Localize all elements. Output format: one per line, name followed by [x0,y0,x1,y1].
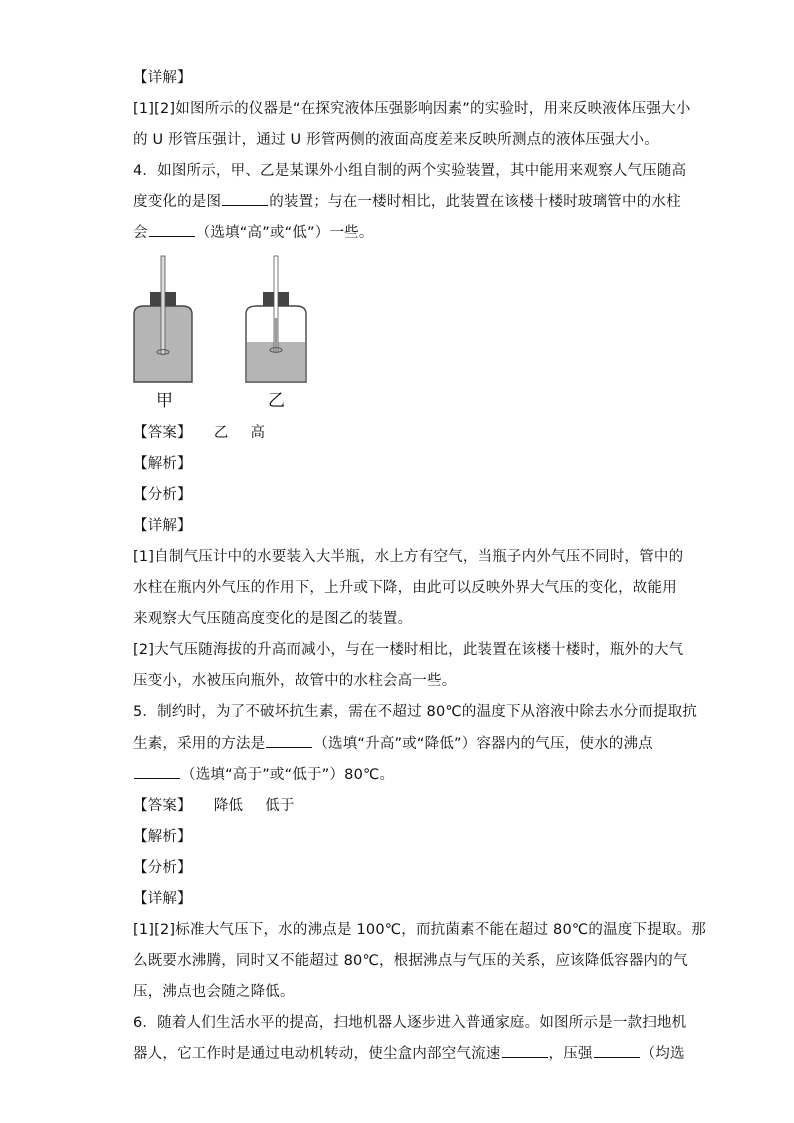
text: （选填“高”或“低”）一些。 [195,225,374,241]
question-4-line-3 [133,221,374,242]
paragraph-line: 的 U 形管压强计，通过 U 形管两侧的液面高度差来反映所测点的液体压强大小。 [133,132,659,148]
text: （均选 [640,1046,685,1062]
section-heading-detail: 【详解】 [133,518,192,534]
paragraph-line: [1][2]标准大气压下，水的沸点是 100℃，而抗菌素不能在超过 80℃的温度下提取。那 [133,922,706,938]
figure-label-yi: 乙 [268,391,285,411]
section-heading-fenxi: 【分析】 [133,487,192,503]
text: 生素，采用的方法是 [133,736,266,752]
answer-label: 【答案】 [133,798,192,814]
section-heading-detail: 【详解】 [133,891,192,907]
section-heading-fenxi: 【分析】 [133,860,192,876]
answer-blank [222,193,268,206]
answer-blank [134,766,180,779]
paragraph-line: [1][2]如图所示的仪器是“在探究液体压强影响因素”的实验时，用来反映液体压强大小 [133,101,691,117]
answer-label: 【答案】 [133,425,192,441]
question-5-line-1: 5．制约时，为了不破坏抗生素，需在不超过 80℃的温度下从溶液中除去水分而提取抗 [133,704,698,720]
paragraph-line: 水柱在瓶内外气压的作用下，上升或下降，由此可以反映外界大气压的变化，故能用 [133,580,677,596]
question-5-line-2 [133,732,653,753]
text: 器人，它工作时是通过电动机转动，使尘盒内部空气流速 [133,1046,501,1062]
paragraph-line: 么既要水沸腾，同时又不能超过 80℃，根据沸点与气压的关系，应该降低容器内的气 [133,953,688,969]
answer-line [133,794,295,815]
question-6-line-1: 6．随着人们生活水平的提高，扫地机器人逐步进入普通家庭。如图所示是一款扫地机 [133,1015,687,1031]
section-heading-detail: 【详解】 [133,70,192,86]
figure-label-jia: 甲 [156,391,173,411]
answer-blank [266,735,312,748]
question-5-line-3 [133,763,394,784]
paragraph-line: [2]大气压随海拔的升高而减小，与在一楼时相比，此装置在该楼十楼时，瓶外的大气 [133,642,684,658]
question-6-line-2 [133,1042,685,1063]
answer-line [133,421,265,442]
bottle-jia [134,256,192,382]
answer-value: 乙 [213,425,229,441]
section-heading-analysis: 【解析】 [133,829,192,845]
paragraph-line: 压变小，水被压向瓶外，故管中的水柱会高一些。 [133,673,457,689]
paragraph-line: [1]自制气压计中的水要装入大半瓶，水上方有空气，当瓶子内外气压不同时，管中的 [133,549,684,565]
text: （选填“高于”或“低于”）80℃。 [181,767,395,783]
answer-blank [149,224,195,237]
text: 度变化的是图 [133,194,222,210]
question-4-line-2 [133,190,681,211]
text: 会 [133,225,148,241]
answer-blank [594,1045,640,1058]
bottle-yi [246,256,306,382]
text: 的装置；与在一楼时相比，此装置在该楼十楼时玻璃管中的水柱 [269,194,681,210]
section-heading-analysis: 【解析】 [133,456,192,472]
answer-value: 低于 [265,798,295,814]
answer-value: 高 [250,425,266,441]
question-4-line-1: 4．如图所示，甲、乙是某课外小组自制的两个实验装置，其中能用来观察人气压随高 [133,163,687,179]
paragraph-line: 来观察大气压随高度变化的是图乙的装置。 [133,611,413,627]
answer-value: 降低 [213,798,244,814]
text: （选填“升高”或“降低”）容器内的气压，使水的沸点 [313,736,653,752]
answer-blank [502,1045,548,1058]
text: ，压强 [548,1046,593,1062]
paragraph-line: 压，沸点也会随之降低。 [133,984,295,1000]
